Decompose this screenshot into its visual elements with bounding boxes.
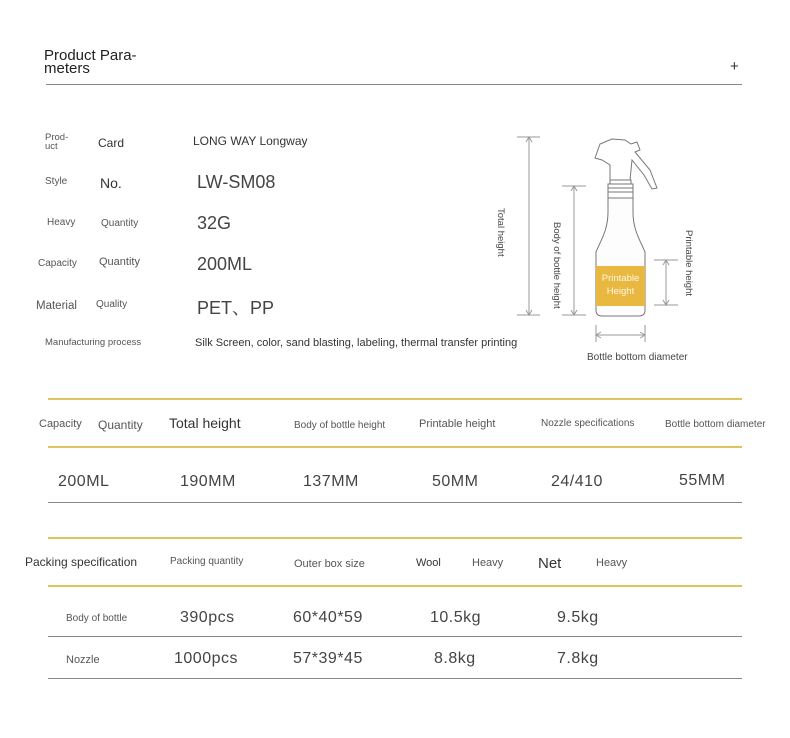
packing-header-wool: Wool (416, 557, 441, 569)
param-sublabel-quantity-weight: Quantity (101, 218, 139, 229)
spec-table-top-rule (48, 398, 742, 400)
page-title (44, 49, 137, 75)
expand-icon[interactable]: + (730, 58, 739, 75)
page-title-line2: meters (44, 60, 90, 77)
packing-row-divider (48, 636, 742, 637)
total-height-label: Total height (495, 208, 506, 257)
spec-cell-body-height: 137MM (303, 473, 359, 490)
packing-row-net: 7.8kg (557, 650, 599, 667)
packing-table-bottom-rule (48, 678, 742, 679)
packing-row-qty: 1000pcs (174, 650, 238, 667)
packing-header-spec: Packing specification (25, 555, 138, 569)
param-value-process: Silk Screen, color, sand blasting, labeling, thermal transfer printing (195, 337, 518, 349)
packing-row-box: 60*40*59 (293, 609, 363, 626)
packing-table-top-rule (48, 537, 742, 539)
packing-header-net: Net (538, 555, 562, 572)
packing-header-quantity: Packing quantity (170, 556, 244, 567)
spec-header-capacity: Capacity (39, 418, 82, 430)
printable-area-label: Printable Height (601, 273, 640, 297)
packing-header-outer-box: Outer box size (294, 558, 365, 570)
header-divider (46, 84, 742, 85)
spec-table-bottom-rule (48, 502, 742, 503)
param-value-style-no: LW-SM08 (197, 172, 276, 192)
param-sublabel-no: No. (100, 175, 122, 191)
param-label-material: Material (36, 300, 77, 312)
param-sublabel-quantity-capacity: Quantity (99, 256, 140, 268)
spec-cell-bottom-diameter: 55MM (679, 472, 726, 489)
param-label-style: Style (45, 176, 68, 187)
packing-header-heavy-gross: Heavy (472, 557, 504, 569)
packing-row-qty: 390pcs (180, 609, 235, 626)
param-value-material: PET、PP (197, 298, 275, 318)
packing-row-name: Nozzle (66, 654, 100, 666)
param-label-process: Manufacturing process (45, 337, 142, 348)
packing-row-box: 57*39*45 (293, 650, 363, 667)
spec-cell-nozzle: 24/410 (551, 473, 603, 490)
spec-cell-printable-height: 50MM (432, 473, 479, 490)
spec-header-quantity: Quantity (98, 418, 143, 432)
packing-table-mid-rule (48, 585, 742, 587)
packing-row-gross: 10.5kg (430, 609, 482, 626)
sprayer-head (595, 139, 657, 198)
printable-height-label: Printable height (683, 230, 694, 297)
param-label-heavy: Heavy (47, 217, 76, 228)
spec-cell-total-height: 190MM (180, 473, 236, 490)
spec-header-bottom-diameter: Bottle bottom diameter (665, 419, 766, 430)
spec-table-mid-rule (48, 446, 742, 448)
packing-row-gross: 8.8kg (434, 650, 476, 667)
spec-header-printable-height: Printable height (419, 418, 496, 430)
spec-header-nozzle: Nozzle specifications (541, 418, 635, 429)
page-title-line1: Product Para- (44, 47, 137, 64)
spec-header-body-height: Body of bottle height (294, 420, 386, 431)
param-value-weight: 32G (197, 213, 232, 233)
spec-cell-capacity: 200ML (58, 473, 110, 490)
body-height-label: Body of bottle height (551, 222, 562, 309)
spec-header-total-height: Total height (169, 415, 241, 431)
packing-row-net: 9.5kg (557, 609, 599, 626)
param-label-capacity: Capacity (38, 258, 77, 269)
param-value-brand: LONG WAY Longway (193, 134, 308, 148)
param-label-product: Prod- uct (45, 132, 69, 152)
param-value-capacity: 200ML (197, 254, 253, 274)
param-sublabel-quality: Quality (96, 299, 128, 310)
packing-header-heavy-net: Heavy (596, 557, 628, 569)
bottom-diameter-label: Bottle bottom diameter (587, 352, 688, 363)
param-sublabel-card: Card (98, 136, 125, 150)
bottle-body (596, 198, 645, 316)
packing-row-name: Body of bottle (66, 613, 128, 624)
